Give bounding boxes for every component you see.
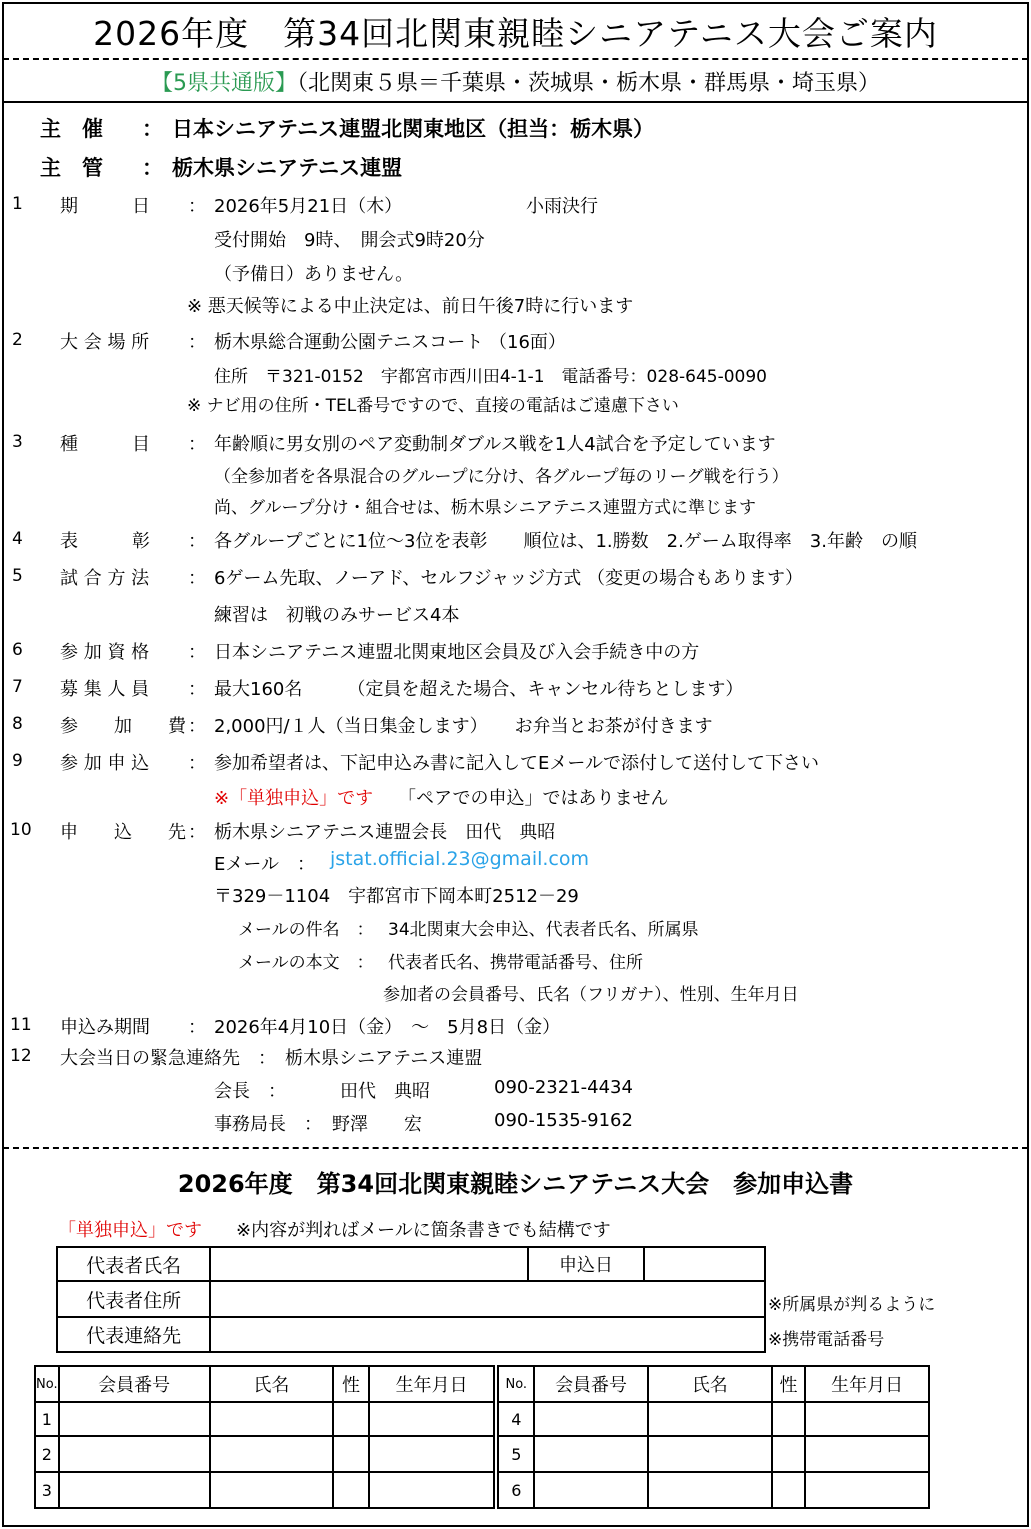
item8-num: 8 (12, 714, 23, 734)
item9-label: 参 加 申 込 (60, 753, 150, 774)
note-mobile: ※携帯電話番号 (768, 1330, 885, 1350)
header-divider (3, 101, 1028, 103)
col-sex-right: 性 (772, 1366, 806, 1402)
name-cell[interactable] (648, 1472, 772, 1508)
name-cell[interactable] (210, 1436, 334, 1472)
item1-label: 期 日 (60, 196, 150, 217)
item7-sep: ： (188, 679, 206, 700)
item5-sep: ： (188, 568, 206, 589)
item5-num: 5 (12, 566, 23, 586)
row-no: 6 (498, 1472, 534, 1508)
item2-value: 栃木県総合運動公園テニスコート （16面） (214, 332, 566, 353)
sex-cell[interactable] (772, 1472, 806, 1508)
item4-num: 4 (12, 529, 23, 549)
item3-line2: （全参加者を各県混合のグループに分け、各グループ毎のリーグ戦を行う） (214, 467, 789, 487)
item6-value: 日本シニアテニス連盟北関東地区会員及び入会手続き中の方 (214, 642, 700, 663)
dob-cell[interactable] (805, 1402, 929, 1436)
table-row (35, 1472, 929, 1508)
rep-name-cell[interactable] (210, 1247, 528, 1281)
name-cell[interactable] (648, 1436, 772, 1472)
item3-value: 年齢順に男女別のペア変動制ダブルス戦を1人4試合を予定しています (214, 434, 776, 455)
item11-num: 11 (10, 1015, 32, 1035)
form-note-red: 「単独申込」です (58, 1220, 202, 1241)
item5-value: 6ゲーム先取、ノーアド、セルフジャッジ方式 （変更の場合もあります） (214, 568, 804, 589)
sex-cell[interactable] (772, 1436, 806, 1472)
dob-cell[interactable] (805, 1436, 929, 1472)
title-divider (3, 58, 1028, 60)
sex-cell[interactable] (333, 1436, 369, 1472)
contact1-tel: 090-2321-4434 (494, 1077, 633, 1098)
item7-label: 募 集 人 員 (60, 679, 150, 700)
rep-name-label: 代表者氏名 (57, 1247, 210, 1281)
item1-value: 2026年5月21日（木） (214, 196, 403, 217)
col-member-right: 会員番号 (534, 1366, 648, 1402)
dob-cell[interactable] (805, 1472, 929, 1508)
contact1-role: 会長 ： (214, 1081, 286, 1102)
item4-sep: ： (188, 531, 206, 552)
name-cell[interactable] (210, 1472, 334, 1508)
item2-label: 大 会 場 所 (60, 332, 150, 353)
mail-body-line2: 参加者の会員番号、氏名（フリガナ）、性別、生年月日 (383, 985, 799, 1005)
item4-value: 各グループごとに1位～3位を表彰 順位は、1.勝数 2.ゲーム取得率 3.年齢 の順 (214, 531, 917, 552)
item2-num: 2 (12, 330, 23, 350)
form-divider (3, 1147, 1028, 1149)
item12-label: 大会当日の緊急連絡先 ： 栃木県シニアテニス連盟 (60, 1048, 483, 1069)
item11-value: 2026年4月10日（金） ～ 5月8日（金） (214, 1017, 561, 1038)
item6-sep: ： (188, 642, 206, 663)
mail-subject-value: 34北関東大会申込、代表者氏名、所属県 (388, 920, 699, 940)
member-cell[interactable] (59, 1402, 210, 1436)
item7-value: 最大160名 （定員を超えた場合、キャンセル待ちとします） (214, 679, 744, 700)
item10-num: 10 (10, 820, 32, 840)
contact2-role: 事務局長 ： (214, 1114, 322, 1135)
note-prefecture: ※所属県が判るように (768, 1295, 936, 1315)
item2-line2: 住所 〒321-0152 宇都宮市西川田4-1-1 電話番号：028-645-0090 (214, 367, 767, 387)
item11-label: 申込み期間 (60, 1017, 150, 1038)
item2-line3: ※ ナビ用の住所・TEL番号ですので、直接の電話はご遠慮下さい (187, 396, 679, 416)
host-label: 主 催 (40, 117, 103, 141)
item12-num: 12 (10, 1046, 32, 1066)
member-cell[interactable] (59, 1436, 210, 1472)
mail-subject-label: メールの件名 ： (238, 920, 374, 940)
item9-line2: 「ペアでの申込」ではありません (398, 788, 669, 809)
col-name-right: 氏名 (648, 1366, 772, 1402)
page-title: 2026年度 第34回北関東親睦シニアテニス大会ご案内 (93, 14, 938, 53)
sex-cell[interactable] (772, 1402, 806, 1436)
item9-value: 参加希望者は、下記申込み書に記入してEメールで添付して送付して下さい (214, 753, 820, 774)
edition-line (0, 66, 1031, 97)
member-cell[interactable] (59, 1472, 210, 1508)
item8-value: 2,000円/１人（当日集金します） お弁当とお茶が付きます (214, 716, 713, 737)
email-link[interactable]: jstat.official.23@gmail.com (330, 848, 590, 870)
contact2-tel: 090-1535-9162 (494, 1110, 633, 1131)
row-no: 1 (35, 1402, 59, 1436)
item8-label: 参 加 費 (60, 716, 186, 737)
edition-tag: 【5県共通版】 (150, 71, 297, 96)
row-no: 5 (498, 1436, 534, 1472)
manager-label: 主 管 (40, 156, 103, 180)
col-member-left: 会員番号 (59, 1366, 210, 1402)
item4-label: 表 彰 (60, 531, 150, 552)
sex-cell[interactable] (333, 1472, 369, 1508)
form-note: ※内容が判ればメールに箇条書きでも結構です (236, 1220, 611, 1241)
row-no: 2 (35, 1436, 59, 1472)
row-no: 4 (498, 1402, 534, 1436)
item2-sep: ： (188, 332, 206, 353)
representative-table (56, 1246, 766, 1353)
apply-date-cell[interactable] (644, 1247, 765, 1281)
rep-contact-cell[interactable] (210, 1317, 765, 1352)
name-cell[interactable] (210, 1402, 334, 1436)
sex-cell[interactable] (333, 1402, 369, 1436)
form-title: 2026年度 第34回北関東親睦シニアテニス大会 参加申込書 (177, 1170, 854, 1198)
item6-label: 参 加 資 格 (60, 642, 150, 663)
item9-num: 9 (12, 751, 23, 771)
dob-cell[interactable] (369, 1436, 495, 1472)
item7-num: 7 (12, 677, 23, 697)
participant-table (34, 1365, 930, 1509)
item1-line3: （予備日）ありません。 (214, 264, 414, 285)
item5-label: 試 合 方 法 (60, 568, 150, 589)
item3-line3: 尚、グループ分け・組合せは、栃木県シニアテニス連盟方式に準じます (214, 498, 756, 518)
col-no-left: No. (35, 1366, 59, 1402)
item8-sep: ： (188, 716, 206, 737)
item9-red-note: ※「単独申込」です (214, 788, 374, 809)
host-sep: ： (142, 117, 163, 141)
edition-text: （北関東５県＝千葉県・茨城県・栃木県・群馬県・埼玉県） (296, 71, 880, 96)
col-no-right: No. (498, 1366, 534, 1402)
manager-sep: ： (142, 156, 163, 180)
mail-body-label: メールの本文 ： (238, 953, 374, 973)
col-name-left: 氏名 (210, 1366, 334, 1402)
item1-sep: ： (188, 196, 206, 217)
member-cell[interactable] (534, 1436, 648, 1472)
col-sex-left: 性 (333, 1366, 369, 1402)
table-row (35, 1436, 929, 1472)
rep-contact-label: 代表連絡先 (57, 1317, 210, 1352)
item3-num: 3 (12, 432, 23, 452)
item10-value: 栃木県シニアテニス連盟会長 田代 典昭 (214, 822, 556, 843)
contact2-name: 野澤 宏 (332, 1114, 422, 1135)
item3-label: 種 目 (60, 434, 150, 455)
rep-address-label: 代表者住所 (57, 1281, 210, 1317)
item1-note: 小雨決行 (526, 196, 598, 217)
manager-value: 栃木県シニアテニス連盟 (172, 156, 403, 180)
item11-sep: ： (188, 1017, 206, 1038)
item1-line4: ※ 悪天候等による中止決定は、前日午後7時に行います (187, 296, 634, 317)
item1-line2: 受付開始 9時、 開会式9時20分 (214, 230, 485, 251)
name-cell[interactable] (648, 1402, 772, 1436)
email-label: Eメール ： (214, 854, 316, 875)
col-dob-left: 生年月日 (369, 1366, 495, 1402)
apply-date-label: 申込日 (528, 1247, 643, 1281)
mail-body-line1: 代表者氏名、携帯電話番号、住所 (388, 953, 643, 973)
item10-address: 〒329－1104 宇都宮市下岡本町2512－29 (214, 886, 579, 907)
item3-sep: ： (188, 434, 206, 455)
item5-line2: 練習は 初戦のみサービス4本 (214, 605, 460, 626)
col-dob-right: 生年月日 (805, 1366, 929, 1402)
dob-cell[interactable] (369, 1402, 495, 1436)
member-cell[interactable] (534, 1472, 648, 1508)
item10-sep: ： (188, 822, 206, 843)
row-no: 3 (35, 1472, 59, 1508)
contact1-name: 田代 典昭 (340, 1081, 430, 1102)
item6-num: 6 (12, 640, 23, 660)
table-row (35, 1402, 929, 1436)
item1-num: 1 (12, 194, 23, 214)
item9-sep: ： (188, 753, 206, 774)
rep-address-cell[interactable] (210, 1281, 765, 1317)
member-cell[interactable] (534, 1402, 648, 1436)
dob-cell[interactable] (369, 1472, 495, 1508)
host-value: 日本シニアテニス連盟北関東地区（担当：栃木県） (172, 117, 655, 141)
item10-label: 申 込 先 (60, 822, 186, 843)
